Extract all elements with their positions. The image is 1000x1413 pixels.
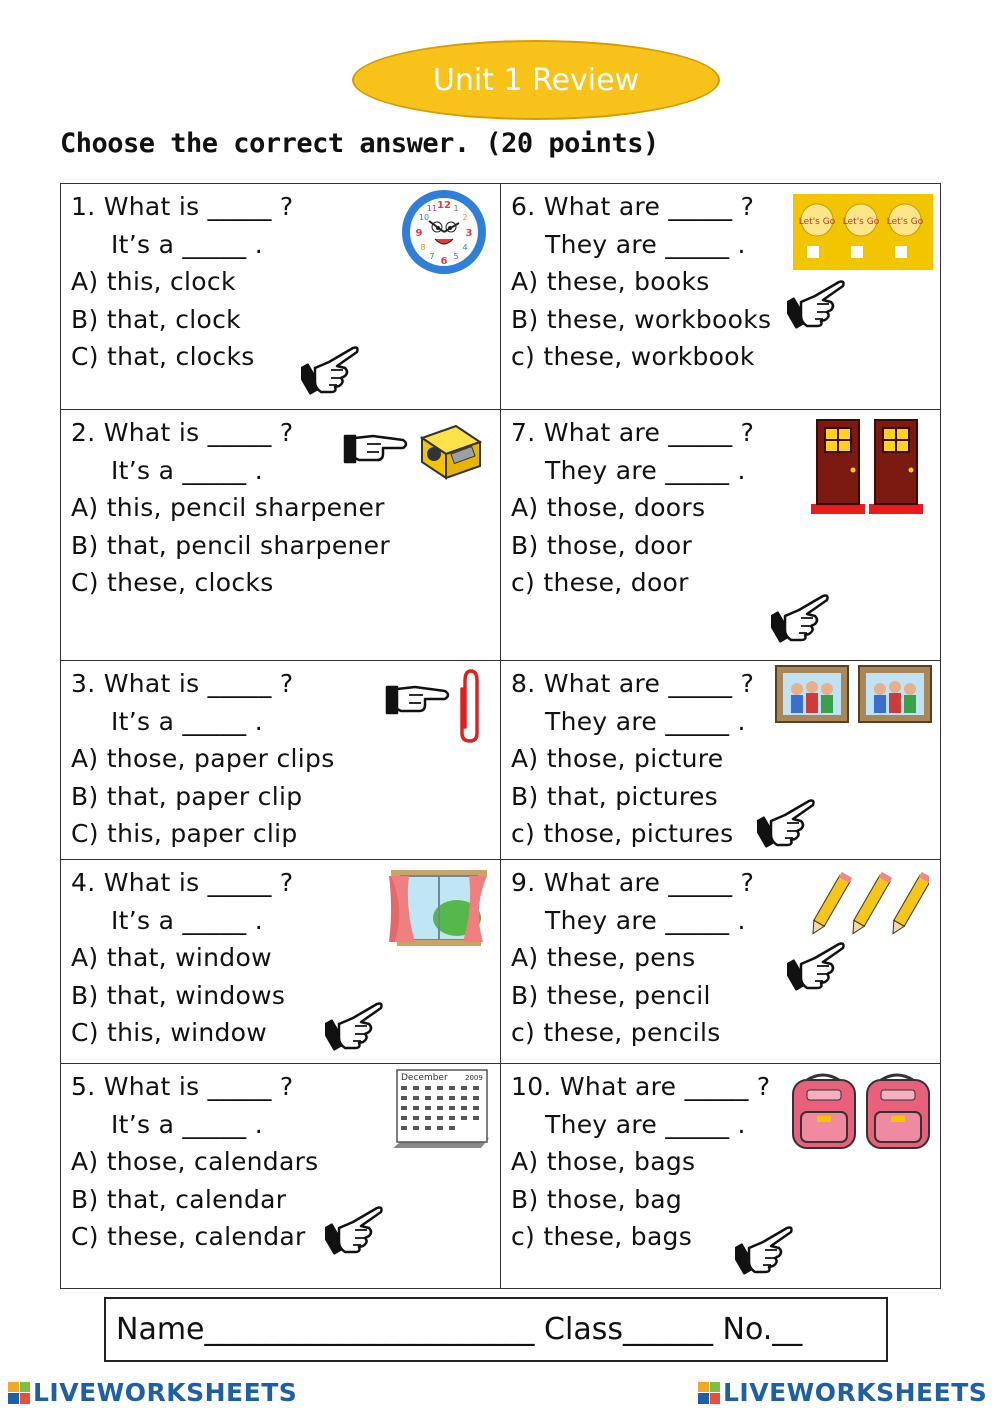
question-4 [61, 860, 501, 1063]
question-text: 8. What are _____ ? [511, 669, 755, 698]
question-grid [60, 183, 941, 1289]
answer-stem: It’s a _____ . [111, 455, 263, 485]
question-row [61, 1064, 941, 1289]
book-title: Let's Go [886, 217, 924, 227]
answer-stem: It’s a _____ . [111, 905, 263, 935]
picture-frame [859, 666, 931, 722]
option-c[interactable]: c) these, bags [511, 1222, 693, 1251]
answer-stem: They are _____ . [545, 905, 746, 935]
doors-icon [811, 418, 923, 516]
question-text: 5. What is _____ ? [71, 1072, 294, 1101]
clock-number-8: 8 [420, 243, 426, 252]
clock-number-9: 9 [415, 228, 423, 239]
option-b[interactable]: B) that, windows [71, 980, 286, 1010]
clock-number-3: 3 [465, 228, 473, 239]
pencils-icon [809, 870, 929, 942]
question-text: 9. What are _____ ? [511, 868, 755, 897]
clock-number-1: 1 [453, 204, 459, 213]
paper-clip-icon [457, 667, 483, 743]
pointing-hand-icon [301, 344, 361, 396]
clock-number-4: 4 [462, 243, 468, 252]
option-a[interactable]: A) those, bags [511, 1147, 696, 1176]
calendar-month: December [401, 1073, 448, 1083]
option-a[interactable]: A) that, window [71, 943, 272, 972]
pointing-hand-icon [757, 793, 817, 853]
option-b[interactable]: B) these, pencil [511, 980, 711, 1010]
clock-number-6: 6 [440, 256, 448, 267]
student-info-line: Name______________________ Class______ No.__ [116, 1312, 803, 1347]
clock-number-12: 12 [437, 200, 451, 211]
pencil-sharpener-icon [416, 420, 486, 482]
clock-number-11: 11 [426, 204, 438, 213]
pointing-hand-icon [787, 274, 847, 334]
question-5 [61, 1064, 501, 1288]
answer-stem: They are _____ . [545, 1109, 746, 1139]
pointing-hand-icon [771, 588, 831, 648]
page-title: Unit 1 Review [432, 62, 640, 98]
option-c[interactable]: c) these, pencils [511, 1018, 721, 1047]
question-row [61, 661, 941, 860]
clock-number-10: 10 [418, 213, 430, 222]
question-text: 7. What are _____ ? [511, 418, 755, 447]
brand-logo-icon [698, 1382, 720, 1404]
option-c[interactable]: C) that, clocks [71, 342, 255, 371]
option-b[interactable]: B) that, paper clip [71, 781, 303, 811]
answer-stem: They are _____ . [545, 229, 746, 259]
option-b[interactable]: B) those, door [511, 530, 693, 560]
title-banner [352, 40, 720, 120]
option-a[interactable]: A) this, clock [71, 267, 236, 296]
option-c[interactable]: C) these, calendar [71, 1222, 306, 1251]
calendar-icon [389, 1068, 493, 1154]
brand-left [8, 1378, 297, 1407]
question-text: 4. What is _____ ? [71, 868, 294, 897]
option-b[interactable]: B) that, pictures [511, 781, 718, 811]
option-a[interactable]: A) this, pencil sharpener [71, 493, 385, 522]
question-3 [61, 661, 501, 859]
option-c[interactable]: C) this, paper clip [71, 819, 298, 848]
option-c[interactable]: C) these, clocks [71, 568, 274, 597]
clock-number-2: 2 [462, 213, 468, 222]
pointing-hand-icon [787, 936, 847, 996]
question-7 [501, 410, 941, 660]
option-b[interactable]: B) that, clock [71, 304, 241, 334]
option-b[interactable]: B) those, bag [511, 1184, 683, 1214]
option-c[interactable]: C) this, window [71, 1018, 268, 1047]
pointing-hand-right-icon [385, 679, 451, 719]
brand-logo-icon [8, 1382, 30, 1404]
option-b[interactable]: B) that, pencil sharpener [71, 530, 390, 560]
question-8 [501, 661, 941, 859]
question-6 [501, 184, 941, 409]
backpack [793, 1075, 855, 1148]
backpack [867, 1075, 929, 1148]
brand-right [698, 1378, 987, 1407]
pointing-hand-icon [735, 1220, 795, 1280]
brand-name: LIVEWORKSHEETS [33, 1378, 298, 1407]
question-10 [501, 1064, 941, 1288]
option-a[interactable]: A) those, calendars [71, 1147, 319, 1176]
brand-name: LIVEWORKSHEETS [723, 1378, 988, 1407]
clock-number-7: 7 [429, 252, 435, 261]
window-icon [387, 868, 491, 948]
pictures-icon [775, 665, 933, 723]
question-text: 2. What is _____ ? [71, 418, 294, 447]
question-2 [61, 410, 501, 660]
question-row [61, 410, 941, 661]
answer-stem: They are _____ . [545, 455, 746, 485]
instructions: Choose the correct answer. (20 points) [60, 128, 659, 159]
option-a[interactable]: A) those, doors [511, 493, 706, 522]
calendar-year: 2009 [465, 1074, 483, 1082]
student-info-box[interactable] [104, 1297, 888, 1362]
question-text: 1. What is _____ ? [71, 192, 294, 221]
option-c[interactable]: c) these, workbook [511, 342, 755, 371]
clock-number-5: 5 [453, 252, 459, 261]
option-b[interactable]: B) these, workbooks [511, 304, 772, 334]
question-text: 6. What are _____ ? [511, 192, 755, 221]
question-text: 3. What is _____ ? [71, 669, 294, 698]
pointing-hand-right-icon [343, 428, 409, 468]
question-1 [61, 184, 501, 409]
answer-stem: They are _____ . [545, 706, 746, 736]
picture-frame [776, 666, 848, 722]
option-b[interactable]: B) that, calendar [71, 1184, 287, 1214]
answer-stem: It’s a _____ . [111, 229, 263, 259]
option-c[interactable]: c) those, pictures [511, 819, 734, 848]
pointing-hand-icon [325, 1000, 385, 1052]
question-row [61, 184, 941, 410]
clock-icon [399, 187, 489, 277]
question-row [61, 860, 941, 1064]
option-c[interactable]: c) these, door [511, 568, 689, 597]
question-text: 10. What are _____ ? [511, 1072, 771, 1101]
answer-stem: It’s a _____ . [111, 1109, 263, 1139]
pointing-hand-icon [325, 1204, 385, 1256]
book-title: Let's Go [798, 217, 836, 227]
book-title: Let's Go [842, 217, 880, 227]
option-a[interactable]: A) those, picture [511, 744, 724, 773]
question-9 [501, 860, 941, 1063]
answer-stem: It’s a _____ . [111, 706, 263, 736]
option-a[interactable]: A) these, pens [511, 943, 696, 972]
option-a[interactable]: A) those, paper clips [71, 744, 335, 773]
workbooks-icon [793, 194, 933, 270]
bags-icon [787, 1072, 933, 1152]
option-a[interactable]: A) these, books [511, 267, 710, 296]
